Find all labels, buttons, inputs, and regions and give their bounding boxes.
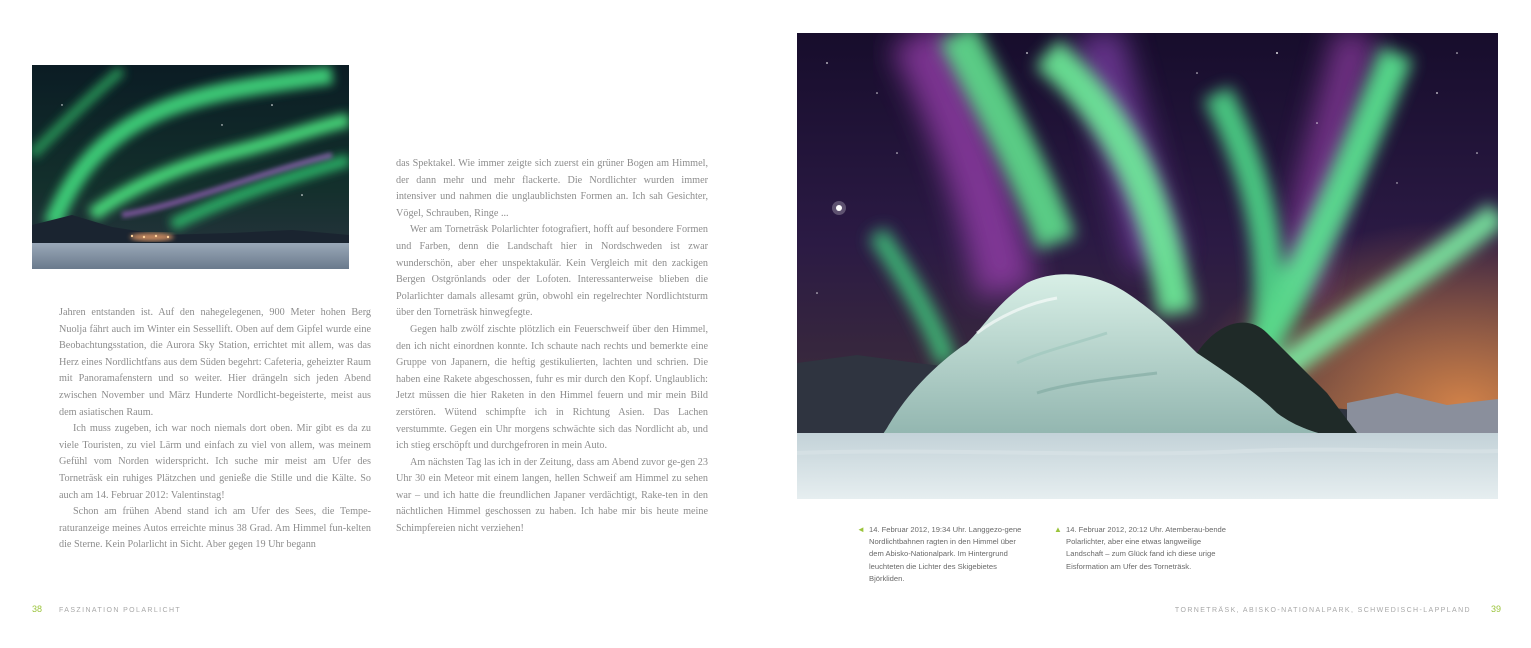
body-text-middle-column [396, 156, 708, 538]
paragraph: das Spektakel. Wie immer zeigte sich zuerst ein grüner Bogen am Himmel, der dann mehr und mehr flackerte. Die Nordlichter wurden immer intensiver und nahmen die unglaublichsten Formen an. Ich sah Gesichter, Vögel, Schrauben, Ringe ... [396, 158, 708, 219]
paragraph: Wer am Torneträsk Polarlichter fotografiert, hofft auf besondere Formen und Farben, denn die Landschaft hier in Nordschweden ist zwar wunderschön, aber eher unspektakulär. Kein Vergleich mit den zackigen Bergen Ostgrönlands oder der Lofoten. Interessanterweise blieben die Polarlichter damals allesamt grün, obwohl ein regelrechter Nordlichtsturm über den Torneträsk hinwegfegte. [396, 224, 708, 319]
photo-caption-left [857, 524, 1029, 585]
aurora-lake-image [32, 65, 349, 269]
paragraph: Gegen halb zwölf zischte plötzlich ein Feuerschweif über den Himmel, den ich nicht einordnen konnte. Ich schaute nach rechts und bemerkte eine Gruppe von Japanern, die heftig gestikulierten, lachten und schrien. Die haben eine Rakete abgeschossen, fuhr es mir durch den Kopf. Unglaublich: Jetzt müssen die hier Raketen in den Himmel feuern und mir mein Bild zerstören. Wütend schimpfte ich in Richtung Asien. Das Lachen verstummte. Gegen ein Uhr morgens schwächte sich das Nordlicht ab, und ich stieg erschöpft und durchgefroren in mein Auto. [396, 323, 708, 452]
paragraph: Schon am frühen Abend stand ich am Ufer des Sees, die Tempe-raturanzeige meines Autos erreichte minus 38 Grad. Am Himmel fun-kelten die Sterne. Kein Polarlicht in Sicht. Aber gegen 19 Uhr begann [59, 506, 371, 551]
photo-caption-up [1054, 524, 1226, 573]
paragraph: Jahren entstanden ist. Auf den nahegelegenen, 900 Meter hohen Berg Nuolja fährt auch im Winter ein Sessellift. Oben auf dem Gipfel wurde eine Beobachtungsstation, die Aurora Sky Station, errichtet mit allem, was das Herz eines Nordlichtfans aus dem Süden begehrt: Cafeteria, geheizter Raum mit Panoramafenstern und so weiter. Hier drängeln sich jeden Abend zwischen November und März Hunderte Nordlicht-begeisterte, meist aus dem asiatischen Raum. [59, 307, 371, 418]
caption-arrow-up-icon: ▲ [1054, 525, 1062, 534]
body-text-left-column [59, 305, 371, 554]
aurora-ice-formation-image [797, 33, 1498, 499]
aurora-photo-small [32, 65, 349, 269]
caption-text: 14. Februar 2012, 19:34 Uhr. Langgezo-gene Nordlichtbahnen ragten in den Himmel über dem Abisko-Nationalpark. Im Hintergrund leuchteten die Lichter des Skigebietes Björkliden. [869, 525, 1022, 583]
page-number-left: 38 [32, 604, 43, 614]
aurora-photo-large [797, 33, 1498, 499]
page-number-right: 39 [1490, 604, 1501, 614]
caption-text: 14. Februar 2012, 20:12 Uhr. Atemberau-bende Polarlichter, aber eine etwas langweilige Landschaft – zum Glück fand ich diese urige Eisformation am Ufer des Torneträsk. [1066, 525, 1226, 571]
paragraph: Am nächsten Tag las ich in der Zeitung, dass am Abend zuvor ge-gen 23 Uhr 30 ein Meteor mit einem langen, hellen Schweif am Himmel zu sehen war – und ich hatte die freundlichen Japaner verdächtigt, Rake-ten in den nächtlichen Himmel geschossen zu haben. Ich habe mir bis heute meine Schimpfereien nicht verziehen! [396, 456, 708, 535]
running-head-right: TORNETRÄSK, ABISKO-NATIONALPARK, SCHWEDISCH-LAPPLAND [1174, 607, 1471, 614]
paragraph: Ich muss zugeben, ich war noch niemals dort oben. Mir gibt es da zu viele Touristen, zu viel Lärm und einfach zu viel von allem, was meinem Gefühl vom Norden widerspricht. Ich suche mir meist am Ufer des Torneträsk ein ruhiges Plätzchen und genieße die Stille und die Kälte. So auch am 14. Februar 2012: Valentinstag! [59, 423, 371, 501]
running-head-left: FASZINATION POLARLICHT [59, 607, 182, 614]
caption-arrow-left-icon: ◄ [857, 525, 865, 534]
